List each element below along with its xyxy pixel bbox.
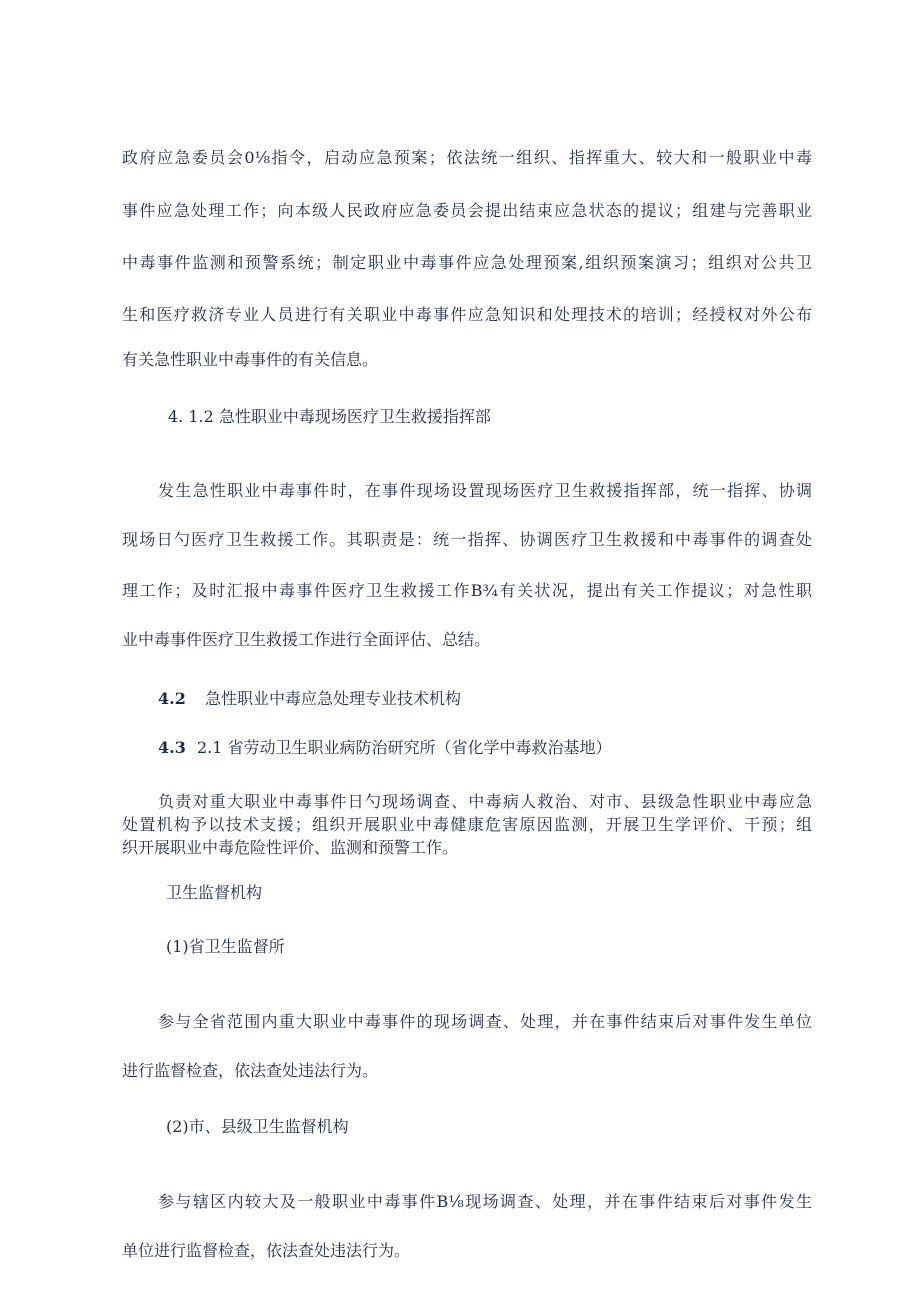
paragraph-line: 单位进行监督检查，依法查处违法行为。 <box>122 1241 411 1260</box>
paragraph-line: 参与全省范围内重大职业中毒事件的现场调查、处理，并在事件结束后对事件发生单位 <box>158 1012 812 1031</box>
paragraph-line: 处置机构予以技术支援；组织开展职业中毒健康危害原因监测，开展卫生学评价、干预；组 <box>122 815 812 834</box>
paragraph-line: 事件应急处理工作；向本级人民政府应急委员会提出结束应急状态的提议；组建与完善职业 <box>122 201 812 220</box>
paragraph-line: 现场日勺医疗卫生救援工作。其职责是：统一指挥、协调医疗卫生救援和中毒事件的调查处 <box>122 530 812 549</box>
subsection-heading: 卫生监督机构 <box>166 883 263 902</box>
paragraph-line: 中毒事件监测和预警系统；制定职业中毒事件应急处理预案,组织预案演习；组织对公共卫 <box>122 253 812 272</box>
section-title: 急性职业中毒应急处理专业技术机构 <box>204 689 461 708</box>
paragraph-line: 有关急性职业中毒事件的有关信息。 <box>122 350 379 369</box>
paragraph-line: 理工作；及时汇报中毒事件医疗卫生救援工作B¾有关状况，提出有关工作提议；对急性职 <box>122 581 812 600</box>
item-title: (1)省卫生监督所 <box>166 937 285 956</box>
section-heading <box>158 689 848 709</box>
section-number: 4.2 <box>158 689 186 708</box>
section-title: 2.1 省劳动卫生职业病防治研究所（省化学中毒救治基地） <box>196 738 612 757</box>
section-heading: 4. 1.2 急性职业中毒现场医疗卫生救援指挥部 <box>168 407 491 426</box>
paragraph-line: 业中毒事件医疗卫生救援工作进行全面评估、总结。 <box>122 630 491 649</box>
paragraph-line: 负责对重大职业中毒事件日勺现场调查、中毒病人救治、对市、县级急性职业中毒应急 <box>158 792 812 811</box>
paragraph-line: 发生急性职业中毒事件时，在事件现场设置现场医疗卫生救援指挥部，统一指挥、协调 <box>158 481 812 500</box>
paragraph-line: 织开展职业中毒危险性评价、监测和预警工作。 <box>122 838 459 857</box>
paragraph-line: 政府应急委员会0⅛指令，启动应急预案；依法统一组织、指挥重大、较大和一般职业中毒 <box>122 148 812 167</box>
item-title: (2)市、县级卫生监督机构 <box>166 1117 349 1136</box>
section-heading <box>158 738 848 758</box>
paragraph-line: 参与辖区内较大及一般职业中毒事件B⅛现场调查、处理，并在事件结束后对事件发生 <box>158 1192 812 1211</box>
paragraph-line: 生和医疗救济专业人员进行有关职业中毒事件应急知识和处理技术的培训；经授权对外公布 <box>122 305 812 324</box>
paragraph-line: 进行监督检查，依法查处违法行为。 <box>122 1061 379 1080</box>
section-number: 4.3 <box>158 738 186 757</box>
